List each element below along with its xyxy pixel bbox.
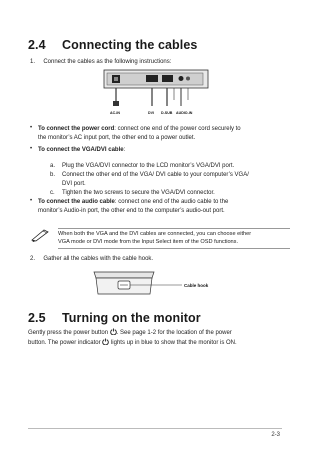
- sub-step-a-letter: a.: [50, 163, 56, 169]
- bullet-marker: •: [30, 146, 33, 152]
- power-on-paragraph: [28, 328, 293, 348]
- d-sub-port: [162, 75, 173, 82]
- section-heading-2-5: [28, 311, 201, 325]
- section-number: 2.5: [28, 311, 46, 325]
- cable-hook-label: Cable hook: [184, 283, 209, 288]
- footer-rule: [28, 428, 282, 429]
- power-indicator-icon: [102, 338, 109, 345]
- step-1-text: 1. Connect the cables as the following instructions:: [30, 59, 172, 65]
- port-label-d-sub: D-SUB: [161, 111, 173, 115]
- port-label-ac-in: AC-IN: [110, 111, 120, 115]
- power-para-part-2: . See page 1-2 for the location of the power: [116, 330, 232, 336]
- section-heading-2-4: [28, 38, 197, 52]
- cable-hook-illustration: [84, 268, 274, 300]
- power-para-part-3: button. The power indicator: [28, 340, 101, 346]
- page-number: 2-3: [271, 432, 280, 438]
- bullet-audio-heading: To connect the audio cable: [38, 199, 115, 205]
- section-number: 2.4: [28, 38, 46, 52]
- sub-step-c-letter: c.: [50, 190, 55, 196]
- sub-step-b-text: [62, 171, 292, 189]
- bullet-power-cord-line-1: : connect one end of the power cord securely to: [114, 126, 241, 132]
- bullet-audio-line-2: monitor’s Audio-in port, the other end to the computer’s audio-out port.: [38, 208, 225, 214]
- audio-in-port: [179, 76, 184, 81]
- bullet-marker: •: [30, 198, 33, 204]
- sub-step-b-line-1: Connect the other end of the VGA/ DVI cable to your computer’s VGA/: [62, 172, 249, 178]
- note-text: [58, 230, 292, 246]
- port-label-dvi: DVI: [148, 111, 154, 115]
- monitor-stand-top: [94, 272, 154, 278]
- bullet-vga-dvi-colon: :: [123, 147, 126, 153]
- monitor-ports-illustration: [102, 68, 210, 118]
- note-line-1: When both the VGA and the DVI cables are connected, you can choose either: [58, 231, 252, 237]
- bullet-power-cord-heading: To connect the power cord: [38, 126, 115, 132]
- bullet-power-cord-line-2: the monitor’s AC input port, the other end to a power outlet.: [38, 135, 196, 141]
- bullet-power-cord: [38, 125, 288, 143]
- note-line-2: VGA mode or DVI mode from the Input Select item of the OSD functions.: [58, 239, 239, 245]
- sub-step-b-letter: b.: [50, 172, 56, 178]
- sub-step-c-text: Tighten the two screws to secure the VGA/DVI connector.: [62, 190, 215, 196]
- power-button-icon: [110, 328, 117, 335]
- port-label-audio-in: AUDIO-IN: [176, 111, 193, 115]
- sub-step-b-line-2: DVI port.: [62, 181, 86, 187]
- power-para-part-1: Gently press the power button: [28, 330, 109, 336]
- section-title: Connecting the cables: [62, 38, 198, 52]
- note-top-rule: [58, 228, 290, 229]
- bullet-audio: [38, 198, 288, 216]
- bullet-vga-dvi-heading: To connect the VGA/DVI cable: [38, 147, 124, 153]
- section-title: Turning on the monitor: [62, 311, 201, 325]
- note-pen-icon: [30, 228, 52, 242]
- note-bottom-rule: [58, 248, 290, 249]
- power-para-part-4: lights up in blue to show that the monitor is ON.: [110, 340, 237, 346]
- sub-step-a-text: Plug the VGA/DVI connector to the LCD monitor’s VGA/DVI port.: [62, 163, 235, 169]
- dvi-port: [146, 75, 158, 82]
- bullet-vga-dvi: [38, 146, 125, 155]
- bullet-audio-line-1: : connect one end of the audio cable to the: [114, 199, 229, 205]
- bullet-marker: •: [30, 125, 33, 131]
- step-2-text: 2. Gather all the cables with the cable hook.: [30, 256, 154, 262]
